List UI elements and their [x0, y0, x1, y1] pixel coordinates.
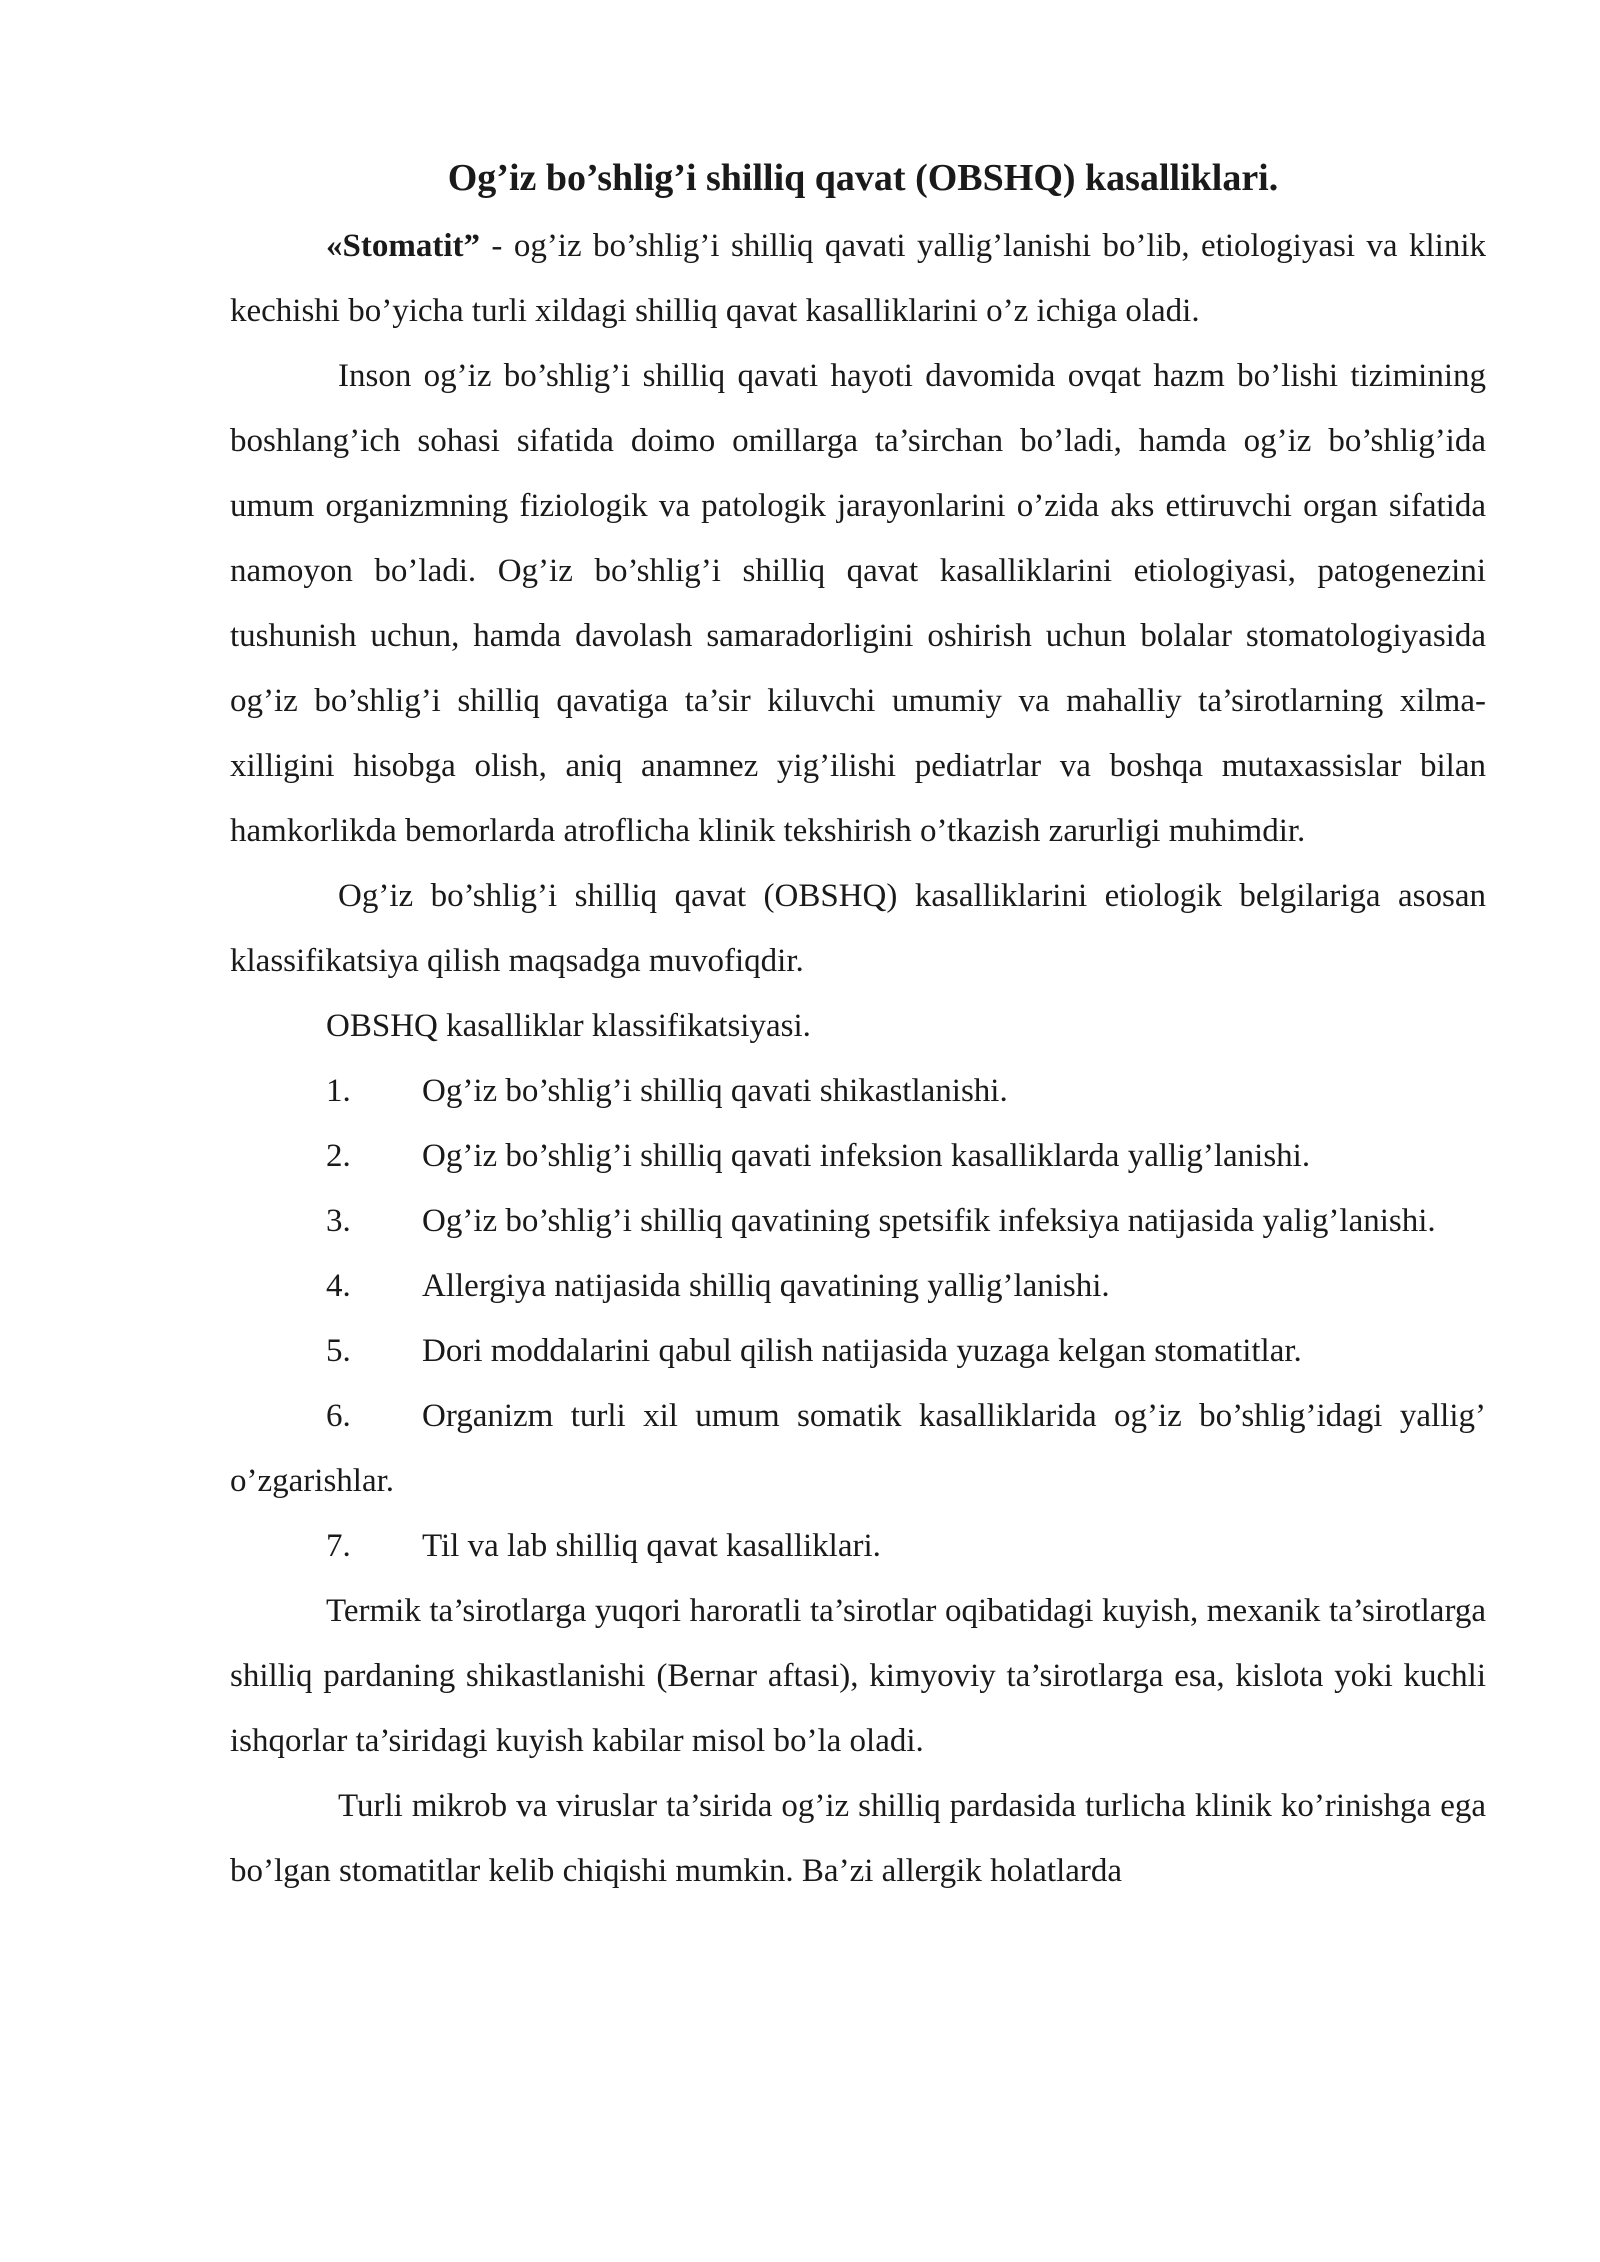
- paragraph-3: Termik ta’sirotlarga yuqori haroratli ta’sirotlar oqibatidagi kuyish, mexanik ta’sirotlarga shilliq pardaning shikastlanishi (Bernar aftasi), kimyoviy ta’sirotlarga esa, kislota yoki kuchli ishqorlar ta’siridagi kuyish kabilar misol bo’la oladi.: [230, 1593, 1486, 1759]
- list-item: [230, 1514, 1486, 1579]
- list-item-number: 1.: [326, 1073, 351, 1109]
- list-item-number: 5.: [326, 1333, 351, 1369]
- paragraph-4: Turli mikrob va viruslar ta’sirida og’iz shilliq pardasida turlicha klinik ko’rinishga ega bo’lgan stomatitlar kelib chiqishi mumkin. Ba’zi allergik holatlarda: [230, 1788, 1486, 1889]
- list-item: [230, 1189, 1486, 1254]
- list-item: [230, 1319, 1486, 1384]
- list-item-text: Og’iz bo’shlig’i shilliq qavati infeksion kasalliklarda yallig’lanishi.: [422, 1138, 1311, 1174]
- paragraph-1: Inson og’iz bo’shlig’i shilliq qavati hayoti davomida ovqat hazm bo’lishi tizimining boshlang’ich sohasi sifatida doimo omillarga ta’sirchan bo’ladi, hamda og’iz bo’shlig’ida umum organizmning fiziologik va patologik jarayonlarini o’zida aks ettiruvchi organ sifatida namoyon bo’ladi. Og’iz bo’shlig’i shilliq qavat kasalliklarini etiologiyasi, patogenezini tushunish uchun, hamda davolash samaradorligini oshirish uchun bolalar stomatologiyasida og’iz bo’shlig’i shilliq qavatiga ta’sir kiluvchi umumiy va mahalliy ta’sirotlarning xilma-xilligini hisobga olish, aniq anamnez yig’ilishi pediatrlar va boshqa mutaxassislar bilan hamkorlikda bemorlarda atroflicha klinik tekshirish o’tkazish zarurligi muhimdir.: [230, 358, 1486, 849]
- list-item: [230, 1254, 1486, 1319]
- classification-heading: OBSHQ kasalliklar klassifikatsiyasi.: [326, 1008, 811, 1044]
- list-item-number: 7.: [326, 1528, 351, 1564]
- intro-paragraph: [230, 214, 1486, 344]
- intro-text: - og’iz bo’shlig’i shilliq qavati yallig’lanishi bo’lib, etiologiyasi va klinik kechishi bo’yicha turli xildagi shilliq qavat kasalliklarini o’z ichiga oladi.: [230, 228, 1486, 329]
- list-item-number: 2.: [326, 1138, 351, 1174]
- list-item-text: Og’iz bo’shlig’i shilliq qavatining spetsifik infeksiya natijasida yalig’lanishi.: [422, 1203, 1436, 1239]
- paragraph-2: Og’iz bo’shlig’i shilliq qavat (OBSHQ) kasalliklarini etiologik belgilariga asosan klassifikatsiya qilish maqsadga muvofiqdir.: [230, 878, 1486, 979]
- list-item-text: Og’iz bo’shlig’i shilliq qavati shikastlanishi.: [422, 1073, 1008, 1109]
- list-item-number: 3.: [326, 1203, 351, 1239]
- list-item-text: Allergiya natijasida shilliq qavatining yallig’lanishi.: [422, 1268, 1110, 1304]
- list-item-number: 4.: [326, 1268, 351, 1304]
- classification-list: [230, 1059, 1486, 1579]
- list-item: [230, 1059, 1486, 1124]
- list-item: [230, 1124, 1486, 1189]
- document-page: [230, 150, 1486, 1904]
- list-item: [230, 1384, 1486, 1514]
- list-item-number: 6.: [326, 1398, 351, 1434]
- list-item-text: Dori moddalarini qabul qilish natijasida yuzaga kelgan stomatitlar.: [422, 1333, 1302, 1369]
- list-item-text: Til va lab shilliq qavat kasalliklari.: [422, 1528, 881, 1564]
- list-item-text: Organizm turli xil umum somatik kasalliklarida og’iz bo’shlig’idagi yallig’ o’zgarishlar.: [230, 1398, 1486, 1499]
- document-title: Og’iz bo’shlig’i shilliq qavat (OBSHQ) kasalliklari.: [447, 157, 1279, 199]
- stomatit-term: «Stomatit”: [326, 228, 480, 264]
